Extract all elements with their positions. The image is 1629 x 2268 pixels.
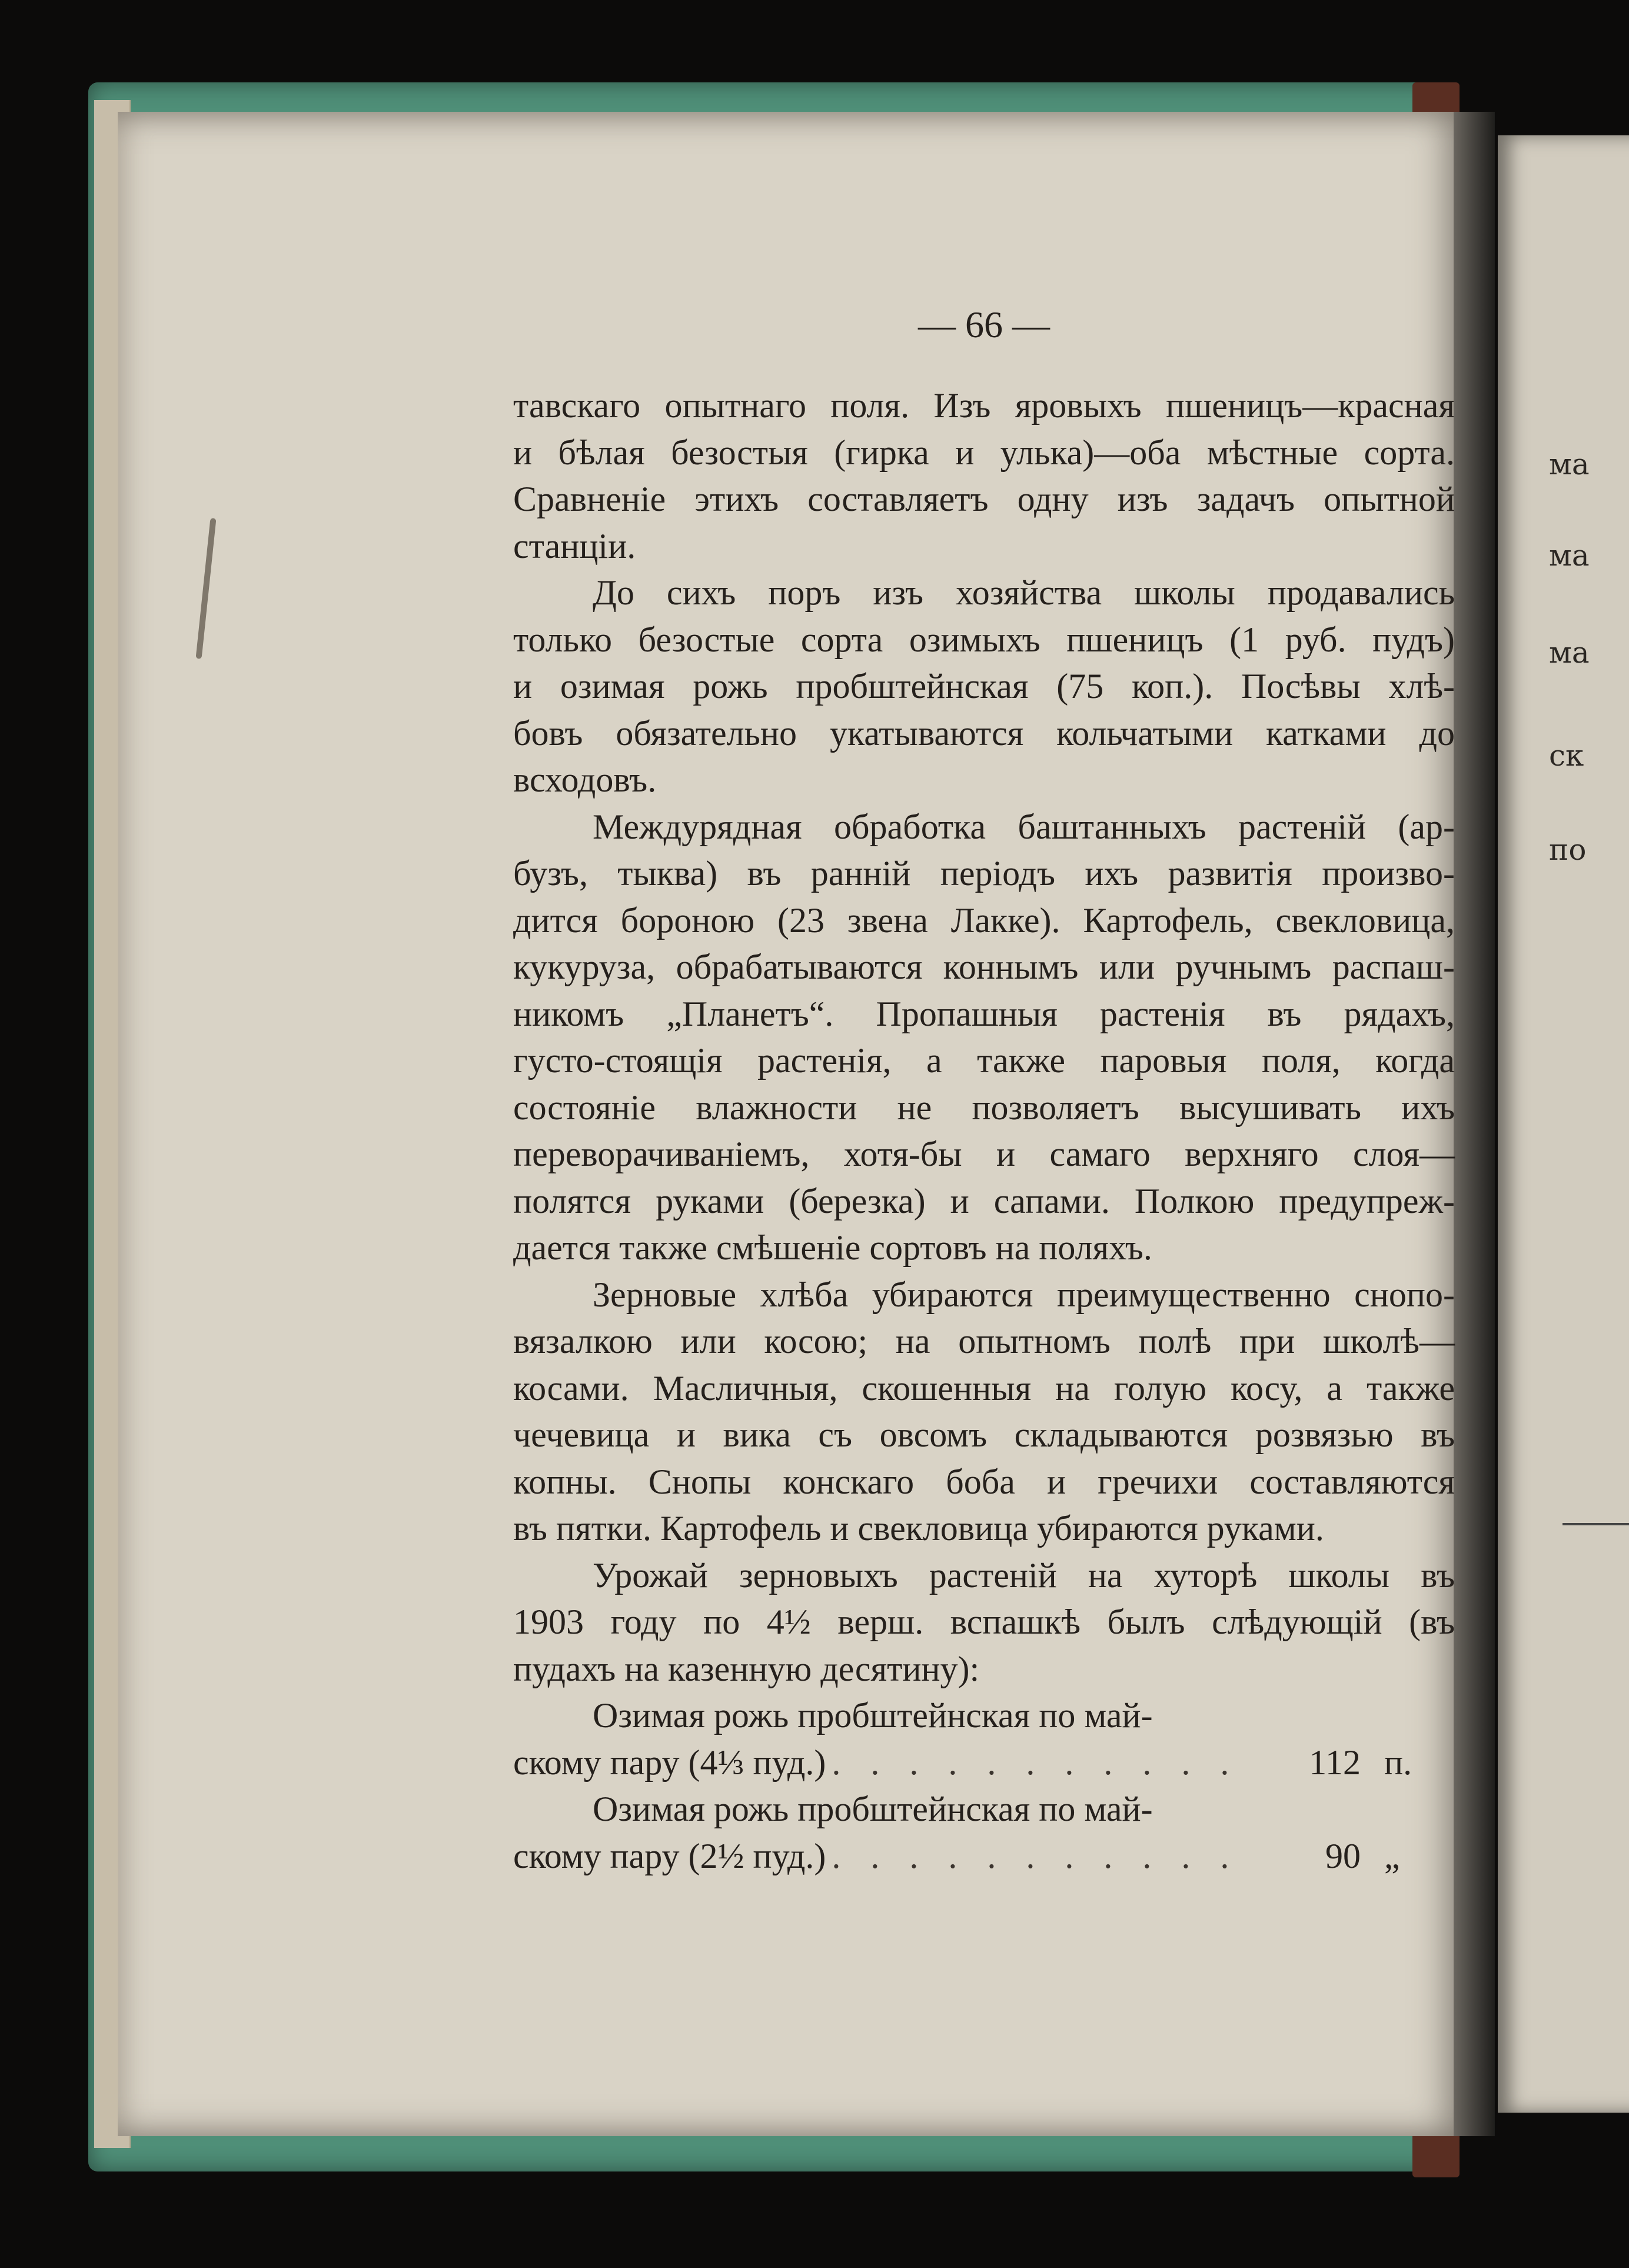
text-line: бовъ обязательно укатываются кольчатыми катками до (513, 713, 1455, 753)
entry-line: Озимая рожь пробштейнская по май- (593, 1696, 1153, 1735)
text-line: дается также смѣшеніе сортовъ на поляхъ. (513, 1228, 1152, 1267)
page-gutter (1454, 112, 1495, 2136)
text-line: тавскаго опытнаго поля. Изъ яровыхъ пшеницъ—красная (513, 386, 1455, 425)
text-line: станціи. (513, 526, 636, 566)
text-line: бузъ, тыква) въ раннiй періодъ ихъ развитія произво- (513, 854, 1455, 893)
page-number: — 66 — (918, 304, 1050, 345)
text-line: вязалкою или косою; на опытномъ полѣ при школѣ— (513, 1322, 1455, 1361)
text-line: никомъ „Планетъ“. Пропашныя растенія въ рядахъ, (513, 994, 1455, 1033)
text-line: въ пятки. Картофель и свекловица убираются руками. (513, 1509, 1324, 1548)
text-line: и бѣлая безостыя (гирка и улька)—оба мѣстные сорта. (513, 433, 1455, 472)
text-line: густо-стоящія растенія, а также паровыя поля, когда (513, 1041, 1455, 1080)
entry-label: скому пару (4⅓ пуд.) (513, 1742, 826, 1782)
text-line: Зерновые хлѣба убираются преимущественно снопо- (593, 1275, 1455, 1314)
entry-unit: „ (1384, 1836, 1400, 1875)
yield-entry (513, 1692, 1455, 1786)
text-line: косами. Масличныя, скошенныя на голую косу, а также (513, 1368, 1455, 1408)
yield-entry (513, 1786, 1455, 1880)
entry-value: 112 (1309, 1742, 1361, 1782)
text-line: состояніе влажности не позволяетъ высушивать ихъ (513, 1088, 1455, 1127)
entry-value: 90 (1325, 1836, 1361, 1875)
entry-row (513, 1740, 1455, 1787)
facing-fragment: ма (1549, 447, 1590, 481)
facing-fragment: ма (1549, 538, 1590, 573)
facing-fragment: ма (1549, 636, 1590, 670)
text-line: только безостые сорта озимыхъ пшеницъ (1 руб. пудъ) (513, 620, 1455, 659)
text-line: Урожай зерновыхъ растеній на хуторѣ школы въ (593, 1555, 1455, 1595)
facing-fragment: ск (1549, 739, 1584, 773)
text-line: чечевица и вика съ овсомъ складываются розвязью въ (513, 1415, 1455, 1454)
entry-unit: п. (1384, 1742, 1412, 1782)
text-line: переворачиваніемъ, хотя-бы и самаго верхняго слоя— (513, 1135, 1455, 1173)
facing-page (1498, 135, 1629, 2113)
entry-line: Озимая рожь пробштейнская по май- (593, 1790, 1153, 1828)
text-line: всходовъ. (513, 760, 657, 799)
text-line: дится бороною (23 звена Лакке). Картофель, свекловица, (513, 900, 1455, 940)
text-line: 1903 году по 4½ верш. вспашкѣ былъ слѣдующій (въ (513, 1602, 1455, 1641)
text-line: полятся руками (березка) и сапами. Полкою предупреж- (513, 1181, 1455, 1221)
text-line: кукуруза, обрабатываются коннымъ или ручнымъ распаш- (513, 947, 1455, 986)
text-line: копны. Снопы конскаго боба и гречихи составляются (513, 1462, 1455, 1501)
entry-leader-dots: . . . . . . . . . . . (832, 1836, 1240, 1875)
facing-fragment: по (1549, 833, 1587, 867)
text-line: пудахъ на казенную десятину): (513, 1649, 980, 1688)
entry-row (513, 1833, 1455, 1880)
text-line: Сравненіе этихъ составляетъ одну изъ задачъ опытной (513, 480, 1455, 518)
entry-label: скому пару (2½ пуд.) (513, 1836, 826, 1875)
text-line: и озимая рожь пробштейнская (75 коп.). Посѣвы хлѣ- (513, 667, 1455, 706)
text-line: Междурядная обработка баштанныхъ растеній (ар- (593, 807, 1455, 846)
text-line: До сихъ поръ изъ хозяйства школы продавались (593, 573, 1455, 612)
entry-leader-dots: . . . . . . . . . . . (832, 1742, 1240, 1782)
page-text (513, 383, 1455, 1880)
facing-rule (1562, 1523, 1629, 1525)
